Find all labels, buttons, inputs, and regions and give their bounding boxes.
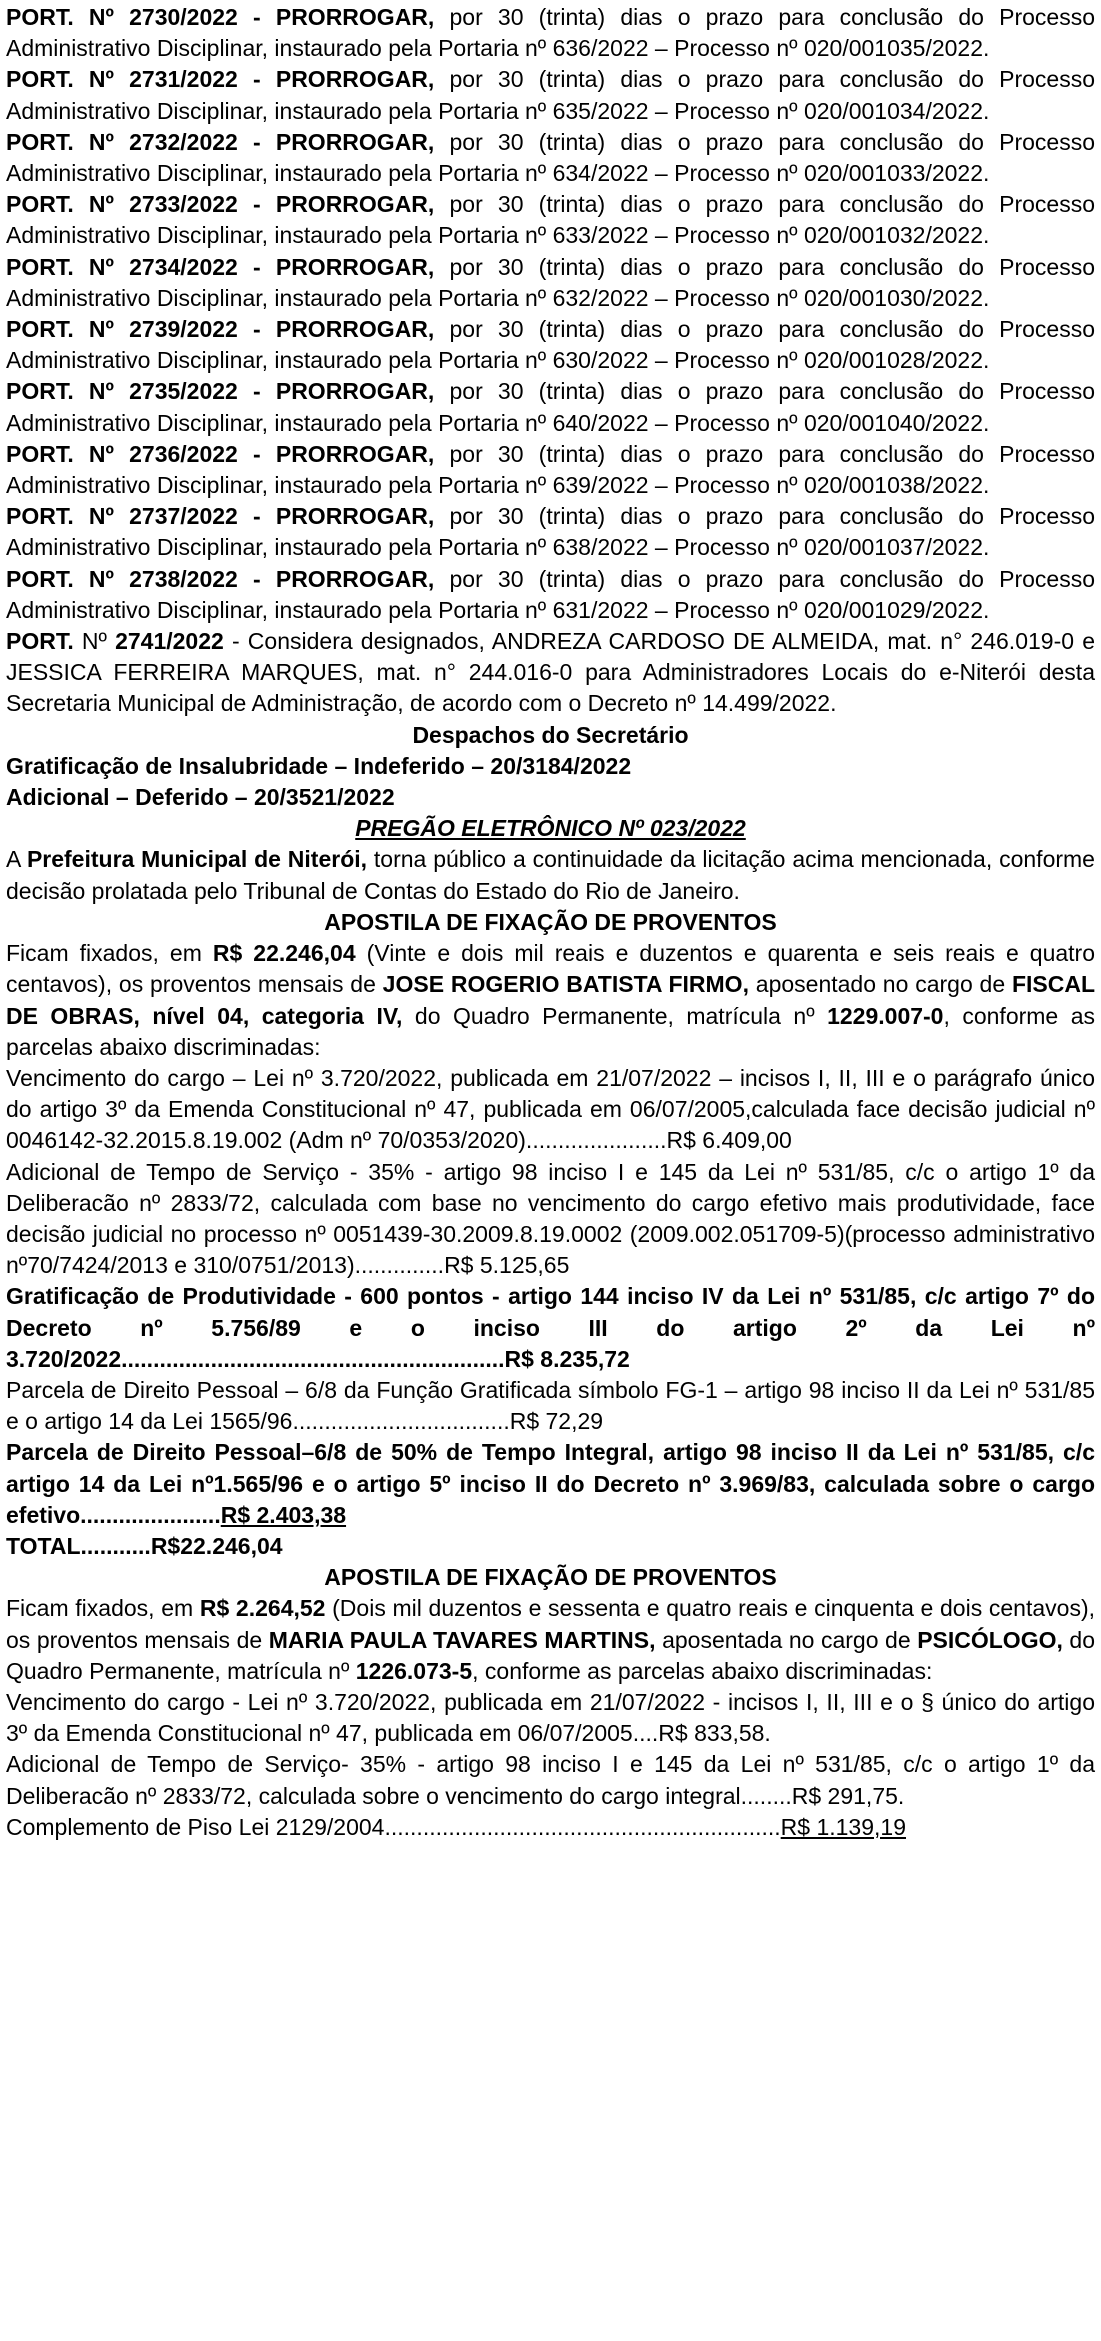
portaria-item: PORT. Nº 2738/2022 - PRORROGAR, por 30 (trinta) dias o prazo para conclusão do Processo Administrativo Disciplinar, instaurado pela Portaria nº 631/2022 – Processo nº 020/001029/2022. (6, 565, 1095, 623)
portaria-item: PORT. Nº 2737/2022 - PRORROGAR, por 30 (trinta) dias o prazo para conclusão do Processo Administrativo Disciplinar, instaurado pela Portaria nº 638/2022 – Processo nº 020/001037/2022. (6, 503, 1095, 561)
despacho-line: Adicional – Deferido – 20/3521/2022 (6, 784, 395, 811)
parcela-vencimento: Vencimento do cargo - Lei nº 3.720/2022, publicada em 21/07/2022 - incisos I, II, III e o § único do artigo 3º da Emenda Constitucional nº 47, publicada em 06/07/2005....R$ 833,58. (6, 1688, 1095, 1747)
apostila-intro: Ficam fixados, em R$ 22.246,04 (Vinte e dois mil reais e duzentos e quarenta e seis reais e quatro centavos), os proventos mensais de JOSE ROGERIO BATISTA FIRMO, aposentado no cargo de FISCAL DE OBRAS, nível 04, categoria IV, do Quadro Permanente, matrícula nº 1229.007-0, conforme as parcelas abaixo discriminadas: (6, 940, 1095, 1060)
portaria-item: PORT. Nº 2734/2022 - PRORROGAR, por 30 (trinta) dias o prazo para conclusão do Processo Administrativo Disciplinar, instaurado pela Portaria nº 632/2022 – Processo nº 020/001030/2022. (6, 253, 1095, 311)
apostila-title: APOSTILA DE FIXAÇÃO DE PROVENTOS (324, 908, 777, 935)
portaria-item: PORT. Nº 2733/2022 - PRORROGAR, por 30 (trinta) dias o prazo para conclusão do Processo Administrativo Disciplinar, instaurado pela Portaria nº 633/2022 – Processo nº 020/001032/2022. (6, 191, 1095, 249)
despacho-line: Gratificação de Insalubridade – Indeferido – 20/3184/2022 (6, 752, 632, 779)
parcela-adicional: Adicional de Tempo de Serviço- 35% - artigo 98 inciso I e 145 da Lei nº 531/85, c/c o artigo 1º da Deliberacão nº 2833/72, calculada sobre o vencimento do cargo integral........R$ 291,75. (6, 1751, 1095, 1809)
portaria-2741: PORT. Nº 2741/2022 - Considera designados, ANDREZA CARDOSO DE ALMEIDA, mat. n° 246.019-0 e JESSICA FERREIRA MARQUES, mat. n° 244.016-0 para Administradores Locais do e-Niterói desta Secretaria Municipal de Administração, de acordo com o Decreto nº 14.499/2022. (6, 628, 1095, 717)
portaria-item: PORT. Nº 2735/2022 - PRORROGAR, por 30 (trinta) dias o prazo para conclusão do Processo Administrativo Disciplinar, instaurado pela Portaria nº 640/2022 – Processo nº 020/001040/2022. (6, 378, 1095, 436)
pregao-text: A Prefeitura Municipal de Niterói, torna público a continuidade da licitação acima mencionada, conforme decisão prolatada pelo Tribunal de Contas do Estado do Rio de Janeiro. (6, 846, 1095, 904)
pregao-title: PREGÃO ELETRÔNICO Nº 023/2022 (355, 815, 746, 842)
parcela-direito-pessoal: Parcela de Direito Pessoal – 6/8 da Função Gratificada símbolo FG-1 – artigo 98 inciso II da Lei nº 531/85 e o artigo 14 da Lei 1565/96..................................R$ 72,29 (6, 1376, 1095, 1435)
apostila-intro: Ficam fixados, em R$ 2.264,52 (Dois mil duzentos e sessenta e quatro reais e cinquenta e dois centavos), os proventos mensais de MARIA PAULA TAVARES MARTINS, aposentada no cargo de PSICÓLOGO, do Quadro Permanente, matrícula nº 1226.073-5, conforme as parcelas abaixo discriminadas: (6, 1595, 1096, 1684)
despachos-title: Despachos do Secretário (412, 721, 689, 748)
parcela-complemento: Complemento de Piso Lei 2129/2004..............................................................R$ 1.139,19 (6, 1813, 906, 1840)
apostila-title: APOSTILA DE FIXAÇÃO DE PROVENTOS (324, 1564, 777, 1591)
parcela-gratificacao: Gratificação de Produtividade - 600 pontos - artigo 144 inciso IV da Lei nº 531/85, c/c artigo 7º do Decreto nº 5.756/89 e o inciso III do artigo 2º da Lei nº 3.720/2022............................................................R$ 8.235,72 (6, 1283, 1095, 1372)
parcela-vencimento: Vencimento do cargo – Lei nº 3.720/2022, publicada em 21/07/2022 – incisos I, II, III e o parágrafo único do artigo 3º da Emenda Constitucional nº 47, publicada em 06/07/2005,calculada face decisão judicial nº 0046142-32.2015.8.19.002 (Adm nº 70/0353/2020)......................R$ 6.409,00 (6, 1064, 1095, 1154)
portaria-item: PORT. Nº 2739/2022 - PRORROGAR, por 30 (trinta) dias o prazo para conclusão do Processo Administrativo Disciplinar, instaurado pela Portaria nº 630/2022 – Processo nº 020/001028/2022. (6, 316, 1095, 374)
portaria-item: PORT. Nº 2731/2022 - PRORROGAR, por 30 (trinta) dias o prazo para conclusão do Processo Administrativo Disciplinar, instaurado pela Portaria nº 635/2022 – Processo nº 020/001034/2022. (6, 66, 1095, 124)
total-line: TOTAL...........R$22.246,04 (6, 1532, 283, 1559)
portaria-item: PORT. Nº 2730/2022 - PRORROGAR, por 30 (trinta) dias o prazo para conclusão do Processo Administrativo Disciplinar, instaurado pela Portaria nº 636/2022 – Processo nº 020/001035/2022. (6, 4, 1095, 62)
parcela-adicional: Adicional de Tempo de Serviço - 35% - artigo 98 inciso I e 145 da Lei nº 531/85, c/c o artigo 1º da Deliberacão nº 2833/72, calculada com base no vencimento do cargo efetivo mais produtividade, face decisão judicial no processo nº 0051439-30.2009.8.19.0002 (2009.002.051709-5)(processo administrativo nº70/7424/2013 e 310/0751/2013)..............R$ 5.125,65 (6, 1158, 1095, 1279)
portaria-item: PORT. Nº 2732/2022 - PRORROGAR, por 30 (trinta) dias o prazo para conclusão do Processo Administrativo Disciplinar, instaurado pela Portaria nº 634/2022 – Processo nº 020/001033/2022. (6, 128, 1095, 187)
portaria-item: PORT. Nº 2736/2022 - PRORROGAR, por 30 (trinta) dias o prazo para conclusão do Processo Administrativo Disciplinar, instaurado pela Portaria nº 639/2022 – Processo nº 020/001038/2022. (6, 440, 1095, 499)
parcela-tempo-integral: Parcela de Direito Pessoal–6/8 de 50% de Tempo Integral, artigo 98 inciso II da Lei nº 531/85, c/c artigo 14 da Lei nº1.565/96 e o artigo 5º inciso II do Decreto nº 3.969/83, calculada sobre o cargo efetivo......................R$ 2.403,38 (6, 1439, 1095, 1528)
